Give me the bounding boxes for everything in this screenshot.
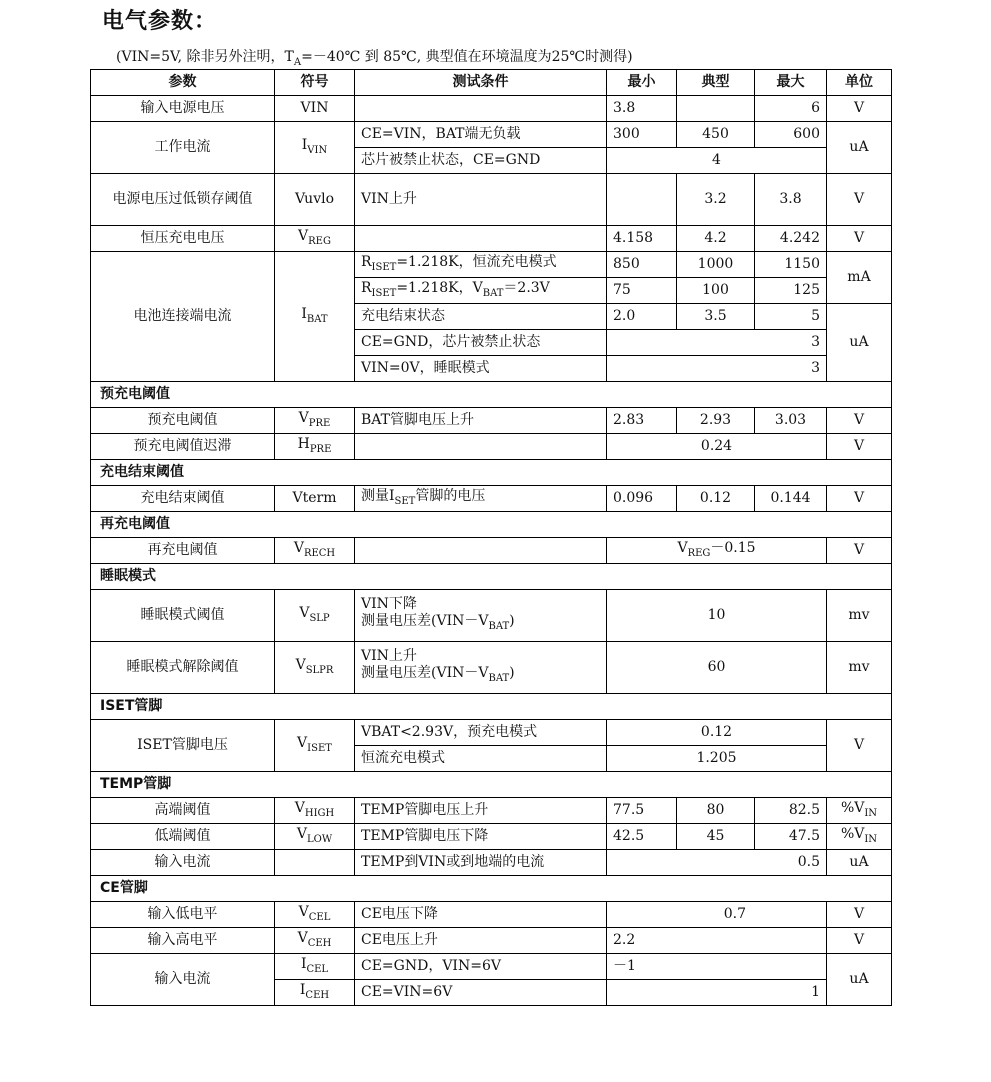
symbol-cell: $V_{SLP}$ bbox=[275, 590, 355, 642]
max-cell: 3.8 bbox=[755, 174, 827, 226]
condition-cell: 芯片被禁止状态，CE=GND bbox=[355, 148, 607, 174]
unit-cell: V bbox=[827, 434, 892, 460]
symbol-cell: Vterm bbox=[275, 486, 355, 512]
table-row bbox=[91, 720, 892, 746]
symbol-cell: $I_{CEL}$ bbox=[275, 954, 355, 980]
min-cell: 300 bbox=[607, 122, 677, 148]
symbol-cell: $I_{CEH}$ bbox=[275, 980, 355, 1006]
header-unit: 单位 bbox=[827, 70, 892, 96]
min-cell: 0.096 bbox=[607, 486, 677, 512]
table-row bbox=[91, 96, 892, 122]
param-cell: 再充电阈值 bbox=[91, 538, 275, 564]
section-row bbox=[91, 512, 892, 538]
symbol-cell: $V_{CEL}$ bbox=[275, 902, 355, 928]
unit-cell: $\%V_{IN}$ bbox=[827, 798, 892, 824]
param-cell: 低端阈值 bbox=[91, 824, 275, 850]
section-heading: ISET管脚 bbox=[91, 694, 892, 720]
header-param: 参数 bbox=[91, 70, 275, 96]
max-cell: 1 bbox=[607, 980, 827, 1006]
unit-cell: V bbox=[827, 902, 892, 928]
param-cell: 预充电阈值迟滞 bbox=[91, 434, 275, 460]
typ-cell: 4 bbox=[607, 148, 827, 174]
symbol-cell: VIN bbox=[275, 96, 355, 122]
symbol-cell: $V_{PRE}$ bbox=[275, 408, 355, 434]
max-cell: 0.144 bbox=[755, 486, 827, 512]
table-row bbox=[91, 252, 892, 278]
unit-cell: mA bbox=[827, 252, 892, 304]
section-heading: CE管脚 bbox=[91, 876, 892, 902]
min-cell: 2.2 bbox=[607, 928, 827, 954]
condition-cell: 测量$I_{SET}$管脚的电压 bbox=[355, 486, 607, 512]
typ-cell: 450 bbox=[677, 122, 755, 148]
max-cell: 1150 bbox=[755, 252, 827, 278]
max-cell: 6 bbox=[755, 96, 827, 122]
max-cell: 3 bbox=[607, 330, 827, 356]
typ-cell: 3.2 bbox=[677, 174, 755, 226]
condition-cell: TEMP管脚电压下降 bbox=[355, 824, 607, 850]
param-cell: 恒压充电电压 bbox=[91, 226, 275, 252]
unit-cell: uA bbox=[827, 304, 892, 382]
section-row bbox=[91, 772, 892, 798]
table-row bbox=[91, 928, 892, 954]
typ-cell: 1.205 bbox=[607, 746, 827, 772]
table-row bbox=[91, 122, 892, 148]
table-row bbox=[91, 824, 892, 850]
section-heading: 充电结束阈值 bbox=[91, 460, 892, 486]
min-cell: 850 bbox=[607, 252, 677, 278]
section-heading: 睡眠模式 bbox=[91, 564, 892, 590]
typ-cell: 45 bbox=[677, 824, 755, 850]
table-row bbox=[91, 486, 892, 512]
param-cell: 睡眠模式解除阈值 bbox=[91, 642, 275, 694]
param-cell: 输入电流 bbox=[91, 954, 275, 1006]
typ-cell: $V_{REG}-0.15$ bbox=[607, 538, 827, 564]
min-cell: 77.5 bbox=[607, 798, 677, 824]
max-cell: 0.5 bbox=[607, 850, 827, 876]
condition-cell bbox=[355, 226, 607, 252]
section-row bbox=[91, 876, 892, 902]
table-row bbox=[91, 850, 892, 876]
max-cell: 3.03 bbox=[755, 408, 827, 434]
min-cell: 42.5 bbox=[607, 824, 677, 850]
condition-cell: 充电结束状态 bbox=[355, 304, 607, 330]
test-conditions-note: (VIN=5V, 除非另外注明，$T_A=-40℃$ 到 85℃, 典型值在环境温度为25℃时测得) bbox=[116, 49, 633, 68]
unit-cell: V bbox=[827, 486, 892, 512]
condition-cell: VIN上升 bbox=[355, 174, 607, 226]
param-cell: 充电结束阈值 bbox=[91, 486, 275, 512]
min-cell: 75 bbox=[607, 278, 677, 304]
typ-cell: 60 bbox=[607, 642, 827, 694]
condition-cell: VIN下降 测量电压差$(VIN-V_{BAT})$ bbox=[355, 590, 607, 642]
page-title: 电气参数： bbox=[102, 9, 218, 34]
symbol-cell: $I_{BAT}$ bbox=[275, 252, 355, 382]
typ-cell: 3.5 bbox=[677, 304, 755, 330]
table-row bbox=[91, 798, 892, 824]
max-cell: 0.7 bbox=[607, 902, 827, 928]
symbol-cell: $V_{LOW}$ bbox=[275, 824, 355, 850]
header-min: 最小 bbox=[607, 70, 677, 96]
symbol-cell: Vuvlo bbox=[275, 174, 355, 226]
typ-cell: 0.24 bbox=[607, 434, 827, 460]
table-row bbox=[91, 538, 892, 564]
symbol-cell: $H_{PRE}$ bbox=[275, 434, 355, 460]
param-cell: 工作电流 bbox=[91, 122, 275, 174]
symbol-cell bbox=[275, 850, 355, 876]
condition-cell: TEMP管脚电压上升 bbox=[355, 798, 607, 824]
typ-cell: 0.12 bbox=[677, 486, 755, 512]
param-cell: 预充电阈值 bbox=[91, 408, 275, 434]
table-row bbox=[91, 226, 892, 252]
electrical-parameters-table bbox=[90, 69, 892, 1006]
section-heading: TEMP管脚 bbox=[91, 772, 892, 798]
condition-cell: CE电压上升 bbox=[355, 928, 607, 954]
param-cell: 输入电源电压 bbox=[91, 96, 275, 122]
unit-cell: V bbox=[827, 928, 892, 954]
symbol-cell: $V_{SLPR}$ bbox=[275, 642, 355, 694]
param-cell: 电源电压过低锁存阈值 bbox=[91, 174, 275, 226]
condition-cell: VIN=0V，睡眠模式 bbox=[355, 356, 607, 382]
unit-cell: V bbox=[827, 408, 892, 434]
condition-cell: CE=VIN=6V bbox=[355, 980, 607, 1006]
symbol-cell: $V_{ISET}$ bbox=[275, 720, 355, 772]
section-row bbox=[91, 382, 892, 408]
table-row bbox=[91, 174, 892, 226]
max-cell: 4.242 bbox=[755, 226, 827, 252]
max-cell: 47.5 bbox=[755, 824, 827, 850]
min-cell bbox=[607, 174, 677, 226]
condition-cell: CE=GND，芯片被禁止状态 bbox=[355, 330, 607, 356]
symbol-cell: $V_{HIGH}$ bbox=[275, 798, 355, 824]
header-condition: 测试条件 bbox=[355, 70, 607, 96]
condition-cell: TEMP到VIN或到地端的电流 bbox=[355, 850, 607, 876]
condition-cell: BAT管脚电压上升 bbox=[355, 408, 607, 434]
condition-cell bbox=[355, 96, 607, 122]
typ-cell: 10 bbox=[607, 590, 827, 642]
param-cell: 输入电流 bbox=[91, 850, 275, 876]
header-max: 最大 bbox=[755, 70, 827, 96]
condition-cell bbox=[355, 538, 607, 564]
condition-cell: CE电压下降 bbox=[355, 902, 607, 928]
typ-cell: 1000 bbox=[677, 252, 755, 278]
table-row bbox=[91, 434, 892, 460]
unit-cell: V bbox=[827, 174, 892, 226]
table-row bbox=[91, 590, 892, 642]
symbol-cell: $V_{RECH}$ bbox=[275, 538, 355, 564]
unit-cell: mv bbox=[827, 590, 892, 642]
table-row bbox=[91, 954, 892, 980]
typ-cell bbox=[677, 96, 755, 122]
param-cell: 电池连接端电流 bbox=[91, 252, 275, 382]
min-cell: 2.83 bbox=[607, 408, 677, 434]
symbol-cell: $V_{REG}$ bbox=[275, 226, 355, 252]
section-row bbox=[91, 460, 892, 486]
condition-cell bbox=[355, 434, 607, 460]
condition-cell: $R_{ISET}=1.218K$，恒流充电模式 bbox=[355, 252, 607, 278]
unit-cell: V bbox=[827, 720, 892, 772]
max-cell: 82.5 bbox=[755, 798, 827, 824]
header-symbol: 符号 bbox=[275, 70, 355, 96]
condition-cell: VIN上升 测量电压差$(VIN-V_{BAT})$ bbox=[355, 642, 607, 694]
unit-cell: V bbox=[827, 538, 892, 564]
param-cell: 睡眠模式阈值 bbox=[91, 590, 275, 642]
table-row bbox=[91, 902, 892, 928]
max-cell: 5 bbox=[755, 304, 827, 330]
max-cell: 125 bbox=[755, 278, 827, 304]
param-cell: ISET管脚电压 bbox=[91, 720, 275, 772]
symbol-cell: $V_{CEH}$ bbox=[275, 928, 355, 954]
typ-cell: 2.93 bbox=[677, 408, 755, 434]
condition-cell: 恒流充电模式 bbox=[355, 746, 607, 772]
section-heading: 再充电阈值 bbox=[91, 512, 892, 538]
typ-cell: 80 bbox=[677, 798, 755, 824]
typ-cell: 4.2 bbox=[677, 226, 755, 252]
min-cell: 2.0 bbox=[607, 304, 677, 330]
unit-cell: uA bbox=[827, 954, 892, 1006]
max-cell: 600 bbox=[755, 122, 827, 148]
min-cell: 3.8 bbox=[607, 96, 677, 122]
min-cell: 4.158 bbox=[607, 226, 677, 252]
table-row bbox=[91, 642, 892, 694]
unit-cell: $\%V_{IN}$ bbox=[827, 824, 892, 850]
condition-cell: VBAT<2.93V，预充电模式 bbox=[355, 720, 607, 746]
unit-cell: uA bbox=[827, 850, 892, 876]
condition-cell: $R_{ISET}=1.218K$，$V_{BAT}=2.3V$ bbox=[355, 278, 607, 304]
condition-cell: CE=VIN，BAT端无负载 bbox=[355, 122, 607, 148]
table-header-row bbox=[91, 70, 892, 96]
unit-cell: V bbox=[827, 226, 892, 252]
section-heading: 预充电阈值 bbox=[91, 382, 892, 408]
min-cell: －1 bbox=[607, 954, 827, 980]
section-row bbox=[91, 564, 892, 590]
max-cell: 3 bbox=[607, 356, 827, 382]
unit-cell: mv bbox=[827, 642, 892, 694]
table-row bbox=[91, 408, 892, 434]
param-cell: 输入高电平 bbox=[91, 928, 275, 954]
param-cell: 输入低电平 bbox=[91, 902, 275, 928]
unit-cell: uA bbox=[827, 122, 892, 174]
typ-cell: 0.12 bbox=[607, 720, 827, 746]
condition-cell: CE=GND，VIN=6V bbox=[355, 954, 607, 980]
section-row bbox=[91, 694, 892, 720]
unit-cell: V bbox=[827, 96, 892, 122]
header-typ: 典型 bbox=[677, 70, 755, 96]
typ-cell: 100 bbox=[677, 278, 755, 304]
symbol-cell: $I_{VIN}$ bbox=[275, 122, 355, 174]
param-cell: 高端阈值 bbox=[91, 798, 275, 824]
